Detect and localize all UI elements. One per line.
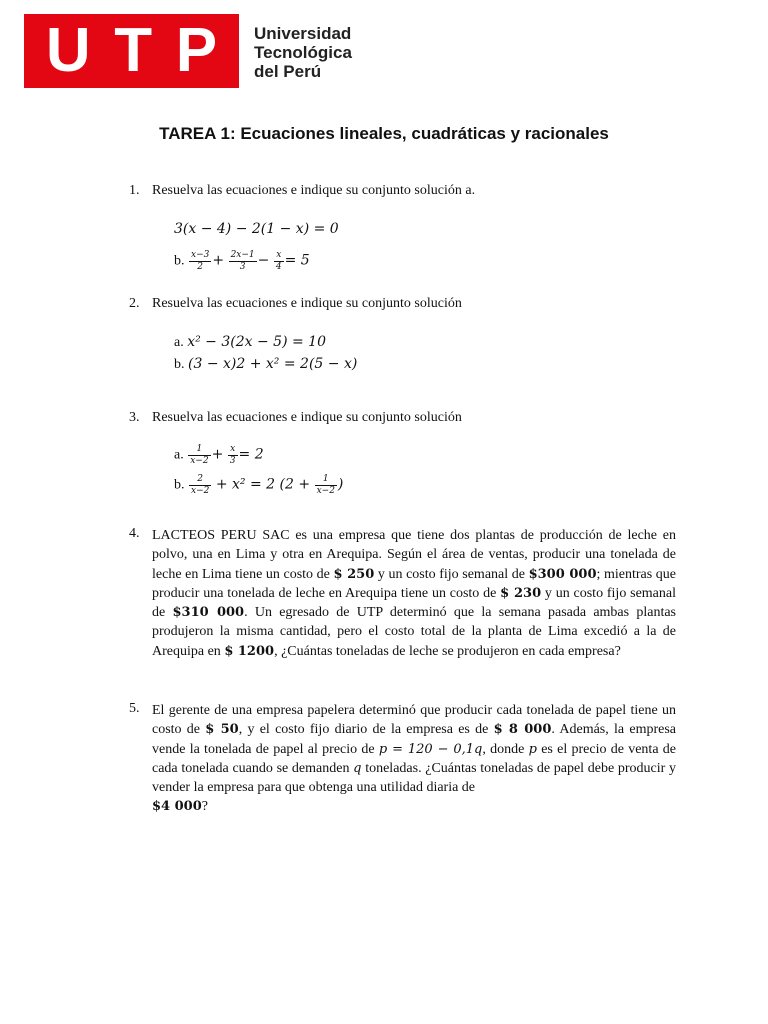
item-label: a. (174, 447, 184, 463)
numerator: x−3 (191, 250, 210, 260)
text-run: ; mientras que producir una tonelada de leche en Arequipa tiene un costo de (152, 566, 677, 601)
numerator: x (228, 444, 238, 456)
logo-letter-p: P (175, 16, 218, 85)
question-number: 4. (129, 526, 140, 541)
fraction (188, 444, 210, 467)
text-run: , y el costo fijo diario de la empresa es de (238, 722, 494, 738)
q2-equation-a (174, 334, 326, 351)
value: $ 1200 (224, 643, 275, 659)
numerator: x (274, 250, 284, 262)
utp-logo (24, 14, 239, 88)
university-name (254, 24, 352, 81)
question-number: 1. (129, 183, 140, 198)
text-run: , donde (482, 741, 529, 757)
equation: x² − 3(2x − 5) = 10 (187, 334, 326, 350)
fraction (228, 444, 238, 467)
value: $ 8 000 (493, 722, 552, 738)
question-number: 3. (129, 410, 140, 425)
q3-equation-b (174, 474, 343, 497)
fraction (274, 250, 284, 273)
q2-equation-b (174, 356, 357, 373)
value: $ 50 (205, 722, 239, 738)
q1-equation-a: 3(x − 4) − 2(1 − x) = 0 (174, 221, 339, 237)
q1-equation-b (174, 250, 310, 273)
text-run: , ¿Cuántas toneladas de leche se produjeron en cada empresa? (274, 643, 621, 659)
rhs: = 2 (238, 446, 264, 463)
university-name-line3: del Perú (254, 62, 322, 81)
fraction (189, 474, 211, 497)
question-number: 2. (129, 296, 140, 311)
fraction (315, 474, 337, 497)
equation: (3 − x)2 + x² = 2(5 − x) (188, 356, 358, 372)
denominator: 3 (239, 262, 246, 272)
equation-middle: + x² = 2 (2 + (215, 476, 311, 493)
text-run: y un costo fijo semanal de (374, 566, 529, 582)
text-run: toneladas. ¿Cuántas toneladas de papel debe producir y vender la empresa para que obtenga una utilidad diaria de (152, 760, 677, 796)
item-label: b. (174, 477, 185, 493)
question-5-text (152, 701, 676, 817)
text-run: y un costo fijo semanal de (152, 585, 676, 621)
text-run: El gerente de una empresa papelera determinó que producir cada tonelada de papel tiene un costo de (152, 703, 676, 738)
question-4-text (152, 526, 676, 661)
value: $300 000 (528, 566, 597, 582)
denominator: x−2 (316, 486, 335, 496)
logo-letter-u: U (45, 16, 91, 85)
q3-equation-a (174, 444, 264, 467)
item-label: a. (174, 335, 184, 350)
variable: p (528, 741, 537, 757)
numerator: 1 (315, 474, 337, 486)
value: $ 230 (500, 585, 542, 601)
fraction (229, 250, 257, 273)
item-label: b. (174, 253, 185, 269)
fraction (189, 250, 211, 273)
equation-end: ) (337, 476, 344, 493)
operator: + (211, 446, 224, 463)
denominator: x−2 (190, 456, 209, 466)
denominator: 3 (229, 456, 236, 466)
value: $4 000 (152, 799, 202, 815)
text-run: es el precio de venta de cada tonelada cuando se demanden (152, 741, 677, 776)
item-label: b. (174, 357, 185, 372)
equation: p = 120 − 0,1q (378, 741, 483, 757)
text-run: . Además, la empresa vende la tonelada de papel al precio de (152, 722, 677, 757)
operator: − (257, 252, 270, 269)
question-text: Resuelva las ecuaciones e indique su conjunto solución (152, 410, 462, 425)
value: $310 000 (172, 605, 245, 621)
numerator: 2x−1 (230, 250, 255, 260)
question-number: 5. (129, 701, 140, 716)
denominator: x−2 (191, 486, 210, 496)
university-name-line1: Universidad (254, 24, 352, 43)
question-text: Resuelva las ecuaciones e indique su conjunto solución (152, 296, 462, 311)
text-run: LACTEOS PERU SAC es una empresa que tiene dos plantas de producción de leche en polvo, una en Lima y otra en Arequipa. Según el área de ventas, producir una tonelada de leche en Lima tiene un costo de (152, 528, 676, 582)
numerator: 1 (188, 444, 210, 456)
text-run: . Un egresado de UTP determinó que la semana pasada ambas plantas produjeron la misma cantidad, pero el costo total de la planta de Lima excedió a la de Arequipa en (152, 605, 677, 659)
denominator: 4 (275, 262, 282, 272)
variable: q (353, 760, 362, 776)
question-text: Resuelva las ecuaciones e indique su conjunto solución a. (152, 183, 476, 198)
value: $ 250 (333, 566, 375, 582)
page-title: TAREA 1: Ecuaciones lineales, cuadráticas y racionales (159, 124, 609, 143)
denominator: 2 (197, 262, 204, 272)
rhs: = 5 (284, 252, 310, 269)
operator: + (212, 252, 225, 269)
university-name-line2: Tecnológica (254, 43, 352, 62)
numerator: 2 (189, 474, 211, 486)
logo-letter-t: T (114, 16, 153, 85)
text-run: ? (201, 799, 208, 815)
